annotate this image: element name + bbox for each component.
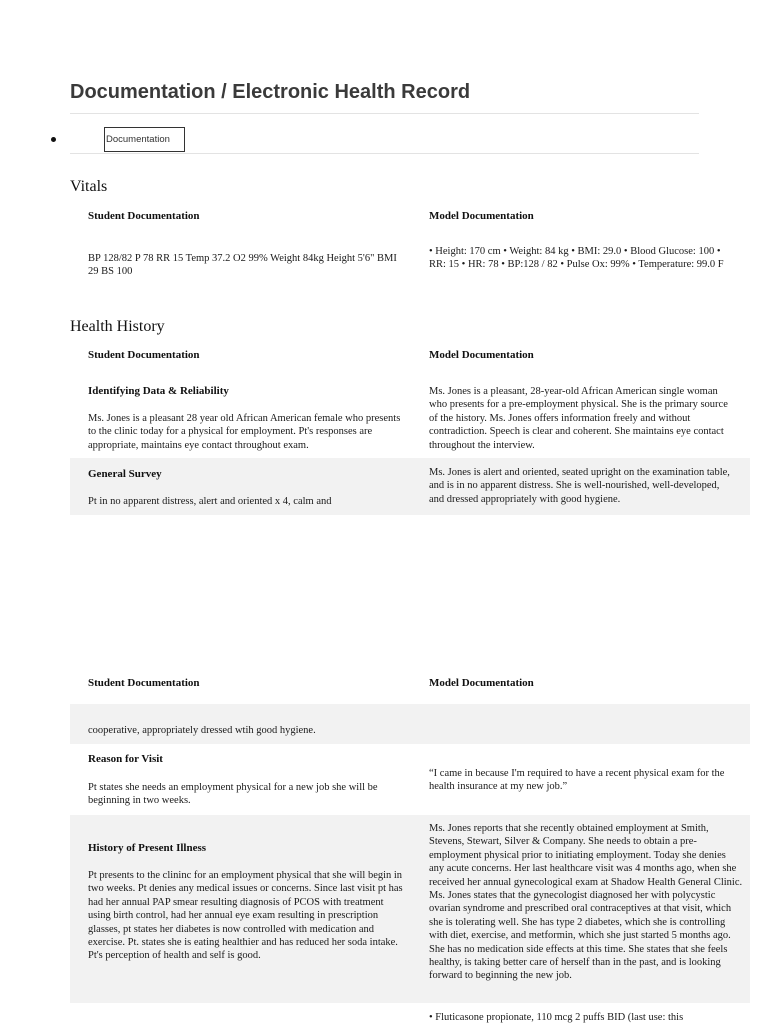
title-divider	[70, 113, 699, 114]
vitals-student-text: BP 128/82 P 78 RR 15 Temp 37.2 O2 99% Weight 84kg Height 5'6" BMI 29 BS 100	[88, 253, 397, 278]
tab-divider	[70, 153, 699, 154]
hpi-model-text: Ms. Jones reports that she recently obtained employment at Smith, Stevens, Stewart, Silver & Company. She needs to obtain a pre-employment physical prior to initiating employment. Today she denies any acute concerns. Her last healthcare visit was 4 months ago, when she received her annual gynecological exam at Shadow Health General Clinic. Ms. Jones states that the gynecologist diagnosed her with polycystic ovarian syndrome and prescribed oral contraceptives at that visit, which she is tolerating well. She has type 2 diabetes, which she is controlling with diet, exercise, and metformin, which she just started 5 months ago. She has no medication side effects at this time. She states that she feels healthy, is taking better care of herself than in the past, and is looking forward to beginning the new job.	[429, 823, 743, 982]
medications-model-text: • Fluticasone propionate, 110 mcg 2 puffs BID (last use: this	[429, 1012, 684, 1023]
history-model-header: Model Documentation	[429, 349, 534, 361]
reason-for-visit-model-text: “I came in because I'm required to have a recent physical exam for the health insurance at my new job.”	[429, 768, 725, 793]
vitals-heading: Vitals	[70, 178, 108, 195]
identifying-model-text: Ms. Jones is a pleasant, 28-year-old African American single woman who presents for a pre-employment physical. She is the primary source of the history. Ms. Jones offers information freely and without contradiction. Speech is clear and coherent. She maintains eye contact throughout the interview.	[429, 386, 728, 451]
identifying-label: Identifying Data & Reliability	[88, 385, 229, 397]
history-student-header: Student Documentation	[88, 349, 200, 361]
list-bullet	[51, 137, 56, 142]
tab-documentation[interactable]: Documentation	[104, 127, 185, 152]
vitals-model-text: • Height: 170 cm • Weight: 84 kg • BMI: 29.0 • Blood Glucose: 100 • RR: 15 • HR: 78 • BP:128 / 82 • Pulse Ox: 99% • Temperature: 99.0 F	[429, 246, 724, 271]
hpi-label: History of Present Illness	[88, 842, 207, 854]
reason-for-visit-label: Reason for Visit	[88, 753, 163, 765]
general-survey-label: General Survey	[88, 468, 162, 480]
continued-model-header: Model Documentation	[429, 677, 534, 689]
vitals-model-header: Model Documentation	[429, 210, 534, 222]
vitals-student-header: Student Documentation	[88, 210, 200, 222]
general-survey-student-text: Pt in no apparent distress, alert and oriented x 4, calm and	[88, 496, 332, 507]
reason-for-visit-student-text: Pt states she needs an employment physical for a new job she will be beginning in two weeks.	[88, 782, 378, 807]
general-survey-model-text: Ms. Jones is alert and oriented, seated upright on the examination table, and is in no apparent distress. She is well-nourished, well-developed, and dressed appropriately with good hygiene.	[429, 467, 730, 505]
health-history-heading: Health History	[70, 318, 165, 335]
identifying-student-text: Ms. Jones is a pleasant 28 year old African American female who presents to the clinic today for a physical for employment. Pt's responses are appropriate, maintains eye contact throughout exam.	[88, 413, 401, 451]
hpi-student-text: Pt presents to the clininc for an employment physical that she will begin in two weeks. Pt denies any medical issues or concerns. Since last visit pt has had her annual PAP smear resulting diagnosis of PCOS with treatment using birth control, had her annual eye exam resulting in prescription glasses, pt states her diabetes is now controlled with medication and exercise. Pt. states she is eating healthier and has reduced her soda intake. Pt's perception of health and self is good.	[88, 870, 403, 962]
page-title: Documentation / Electronic Health Record	[70, 81, 471, 103]
continued-student-header: Student Documentation	[88, 677, 200, 689]
general-survey-student-text-continued: cooperative, appropriately dressed wtih good hygiene.	[88, 725, 316, 736]
